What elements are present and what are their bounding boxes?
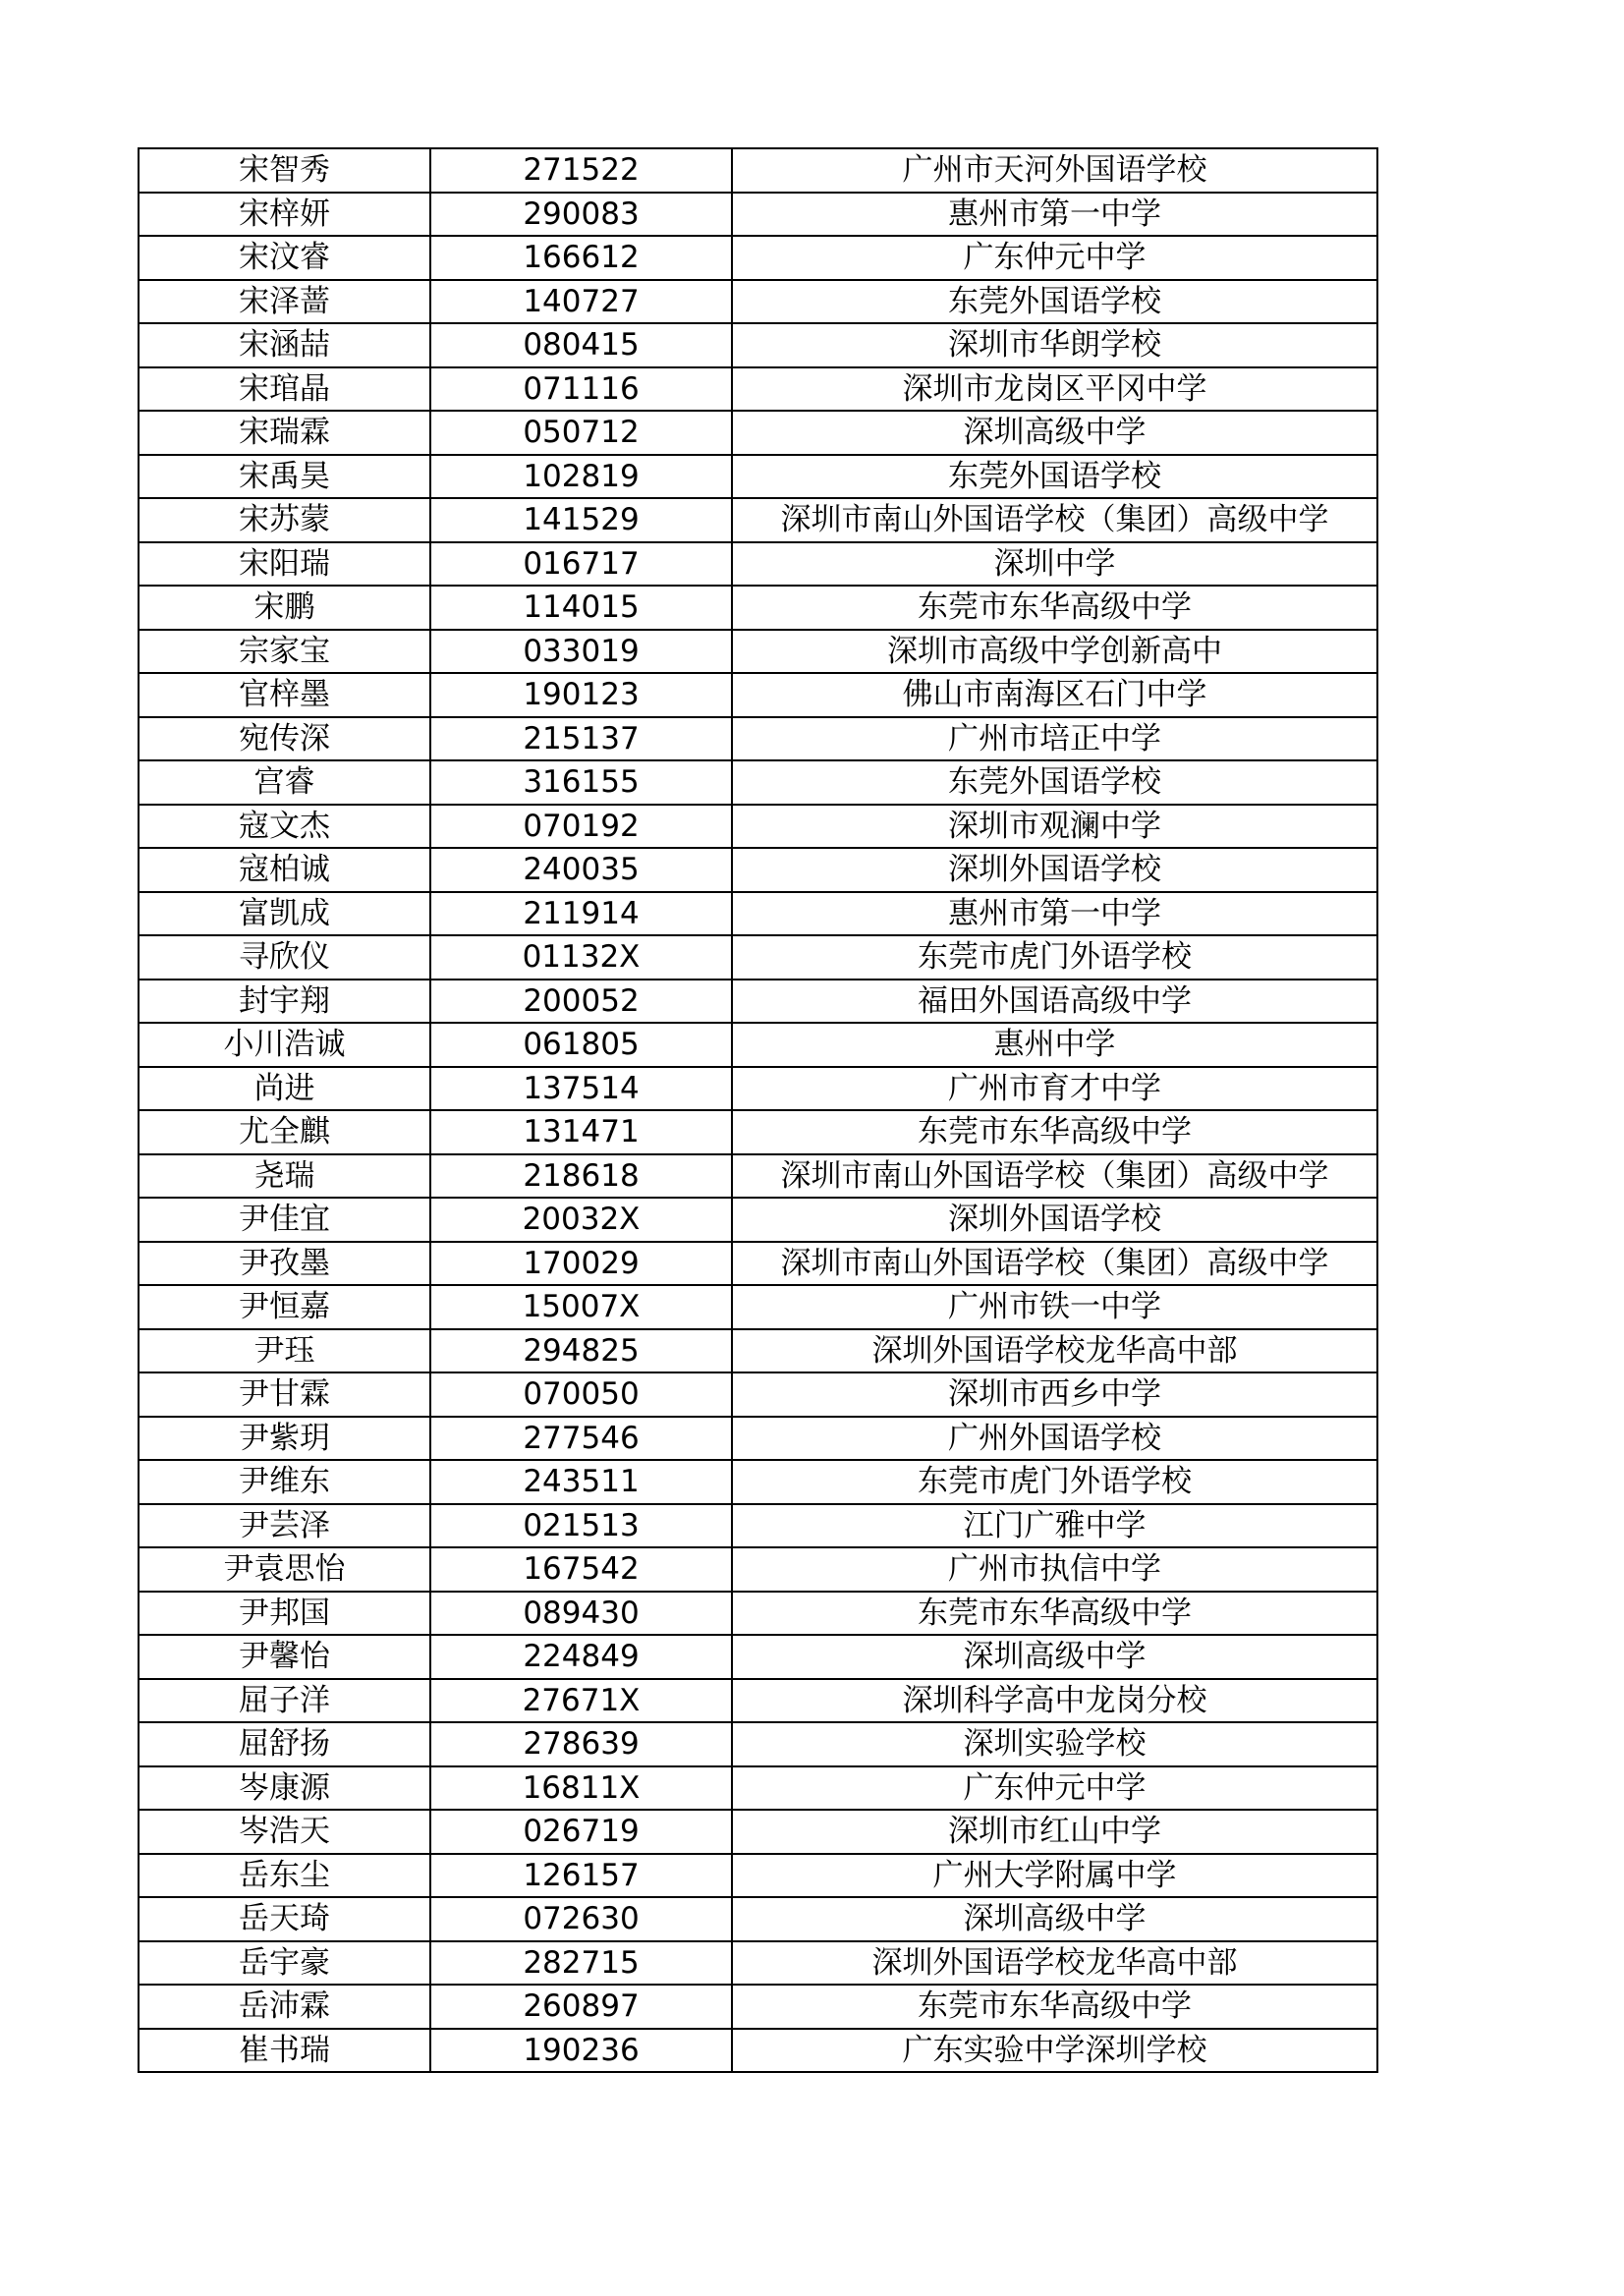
name-cell: 寇文杰 [139,805,430,849]
id-cell: 190123 [430,673,732,717]
name-cell: 宋涵喆 [139,323,430,367]
id-cell: 102819 [430,455,732,499]
table-row [139,1941,1377,1986]
school-cell: 深圳外国语学校龙华高中部 [732,1941,1377,1986]
table-row [139,1285,1377,1329]
table-row [139,148,1377,193]
roster-table [138,147,1378,2073]
school-cell: 深圳市高级中学创新高中 [732,630,1377,674]
id-cell: 170029 [430,1242,732,1286]
name-cell: 岳宇豪 [139,1941,430,1986]
id-cell: 200052 [430,980,732,1024]
school-cell: 东莞市东华高级中学 [732,1110,1377,1154]
name-cell: 小川浩诚 [139,1023,430,1067]
name-cell: 宋泽蔷 [139,280,430,324]
school-cell: 广东仲元中学 [732,1766,1377,1811]
table-row [139,1242,1377,1286]
name-cell: 宋瑞霖 [139,411,430,455]
school-cell: 东莞外国语学校 [732,455,1377,499]
school-cell: 福田外国语高级中学 [732,980,1377,1024]
id-cell: 033019 [430,630,732,674]
school-cell: 惠州市第一中学 [732,892,1377,936]
roster-table-body [139,148,1377,2072]
id-cell: 15007X [430,1285,732,1329]
school-cell: 佛山市南海区石门中学 [732,673,1377,717]
name-cell: 宫睿 [139,760,430,805]
id-cell: 215137 [430,717,732,761]
id-cell: 16811X [430,1766,732,1811]
name-cell: 宋阳瑞 [139,542,430,587]
id-cell: 277546 [430,1417,732,1461]
name-cell: 富凯成 [139,892,430,936]
id-cell: 260897 [430,1985,732,2029]
school-cell: 江门广雅中学 [732,1504,1377,1548]
school-cell: 东莞外国语学校 [732,760,1377,805]
table-row [139,892,1377,936]
id-cell: 166612 [430,236,732,280]
name-cell: 宋梓妍 [139,193,430,237]
school-cell: 深圳市南山外国语学校（集团）高级中学 [732,498,1377,542]
table-row [139,1766,1377,1811]
id-cell: 218618 [430,1154,732,1199]
id-cell: 243511 [430,1460,732,1504]
table-row [139,980,1377,1024]
id-cell: 080415 [430,323,732,367]
table-row [139,1154,1377,1199]
table-row [139,1372,1377,1417]
table-row [139,1897,1377,1941]
table-row [139,1810,1377,1854]
id-cell: 070050 [430,1372,732,1417]
table-row [139,498,1377,542]
table-row [139,1023,1377,1067]
school-cell: 深圳市龙岗区平冈中学 [732,367,1377,412]
table-row [139,411,1377,455]
school-cell: 广州市铁一中学 [732,1285,1377,1329]
id-cell: 290083 [430,193,732,237]
school-cell: 深圳市南山外国语学校（集团）高级中学 [732,1154,1377,1199]
id-cell: 167542 [430,1547,732,1592]
name-cell: 尹芸泽 [139,1504,430,1548]
table-row [139,323,1377,367]
id-cell: 016717 [430,542,732,587]
table-row [139,1854,1377,1898]
school-cell: 广东仲元中学 [732,236,1377,280]
school-cell: 深圳高级中学 [732,1897,1377,1941]
school-cell: 深圳科学高中龙岗分校 [732,1679,1377,1723]
id-cell: 211914 [430,892,732,936]
id-cell: 126157 [430,1854,732,1898]
id-cell: 089430 [430,1592,732,1636]
table-row [139,1635,1377,1679]
school-cell: 深圳外国语学校龙华高中部 [732,1329,1377,1373]
name-cell: 尤全麒 [139,1110,430,1154]
id-cell: 021513 [430,1504,732,1548]
school-cell: 广州市天河外国语学校 [732,148,1377,193]
table-row [139,1722,1377,1766]
id-cell: 114015 [430,586,732,630]
table-row [139,455,1377,499]
school-cell: 惠州中学 [732,1023,1377,1067]
name-cell: 崔书瑞 [139,2029,430,2073]
name-cell: 岳沛霖 [139,1985,430,2029]
name-cell: 屈舒扬 [139,1722,430,1766]
name-cell: 宗家宝 [139,630,430,674]
school-cell: 东莞市东华高级中学 [732,586,1377,630]
id-cell: 240035 [430,848,732,892]
id-cell: 061805 [430,1023,732,1067]
school-cell: 惠州市第一中学 [732,193,1377,237]
id-cell: 01132X [430,935,732,980]
school-cell: 深圳实验学校 [732,1722,1377,1766]
name-cell: 尹维东 [139,1460,430,1504]
id-cell: 278639 [430,1722,732,1766]
name-cell: 尹甘霖 [139,1372,430,1417]
table-row [139,280,1377,324]
table-row [139,630,1377,674]
name-cell: 屈子洋 [139,1679,430,1723]
table-row [139,1504,1377,1548]
table-row [139,760,1377,805]
school-cell: 深圳市南山外国语学校（集团）高级中学 [732,1242,1377,1286]
name-cell: 尧瑞 [139,1154,430,1199]
name-cell: 宋禹昊 [139,455,430,499]
school-cell: 深圳外国语学校 [732,1198,1377,1242]
school-cell: 广州市培正中学 [732,717,1377,761]
table-row [139,542,1377,587]
id-cell: 190236 [430,2029,732,2073]
table-row [139,236,1377,280]
id-cell: 050712 [430,411,732,455]
id-cell: 20032X [430,1198,732,1242]
id-cell: 071116 [430,367,732,412]
name-cell: 封宇翔 [139,980,430,1024]
name-cell: 尹袁思怡 [139,1547,430,1592]
name-cell: 宛传深 [139,717,430,761]
id-cell: 282715 [430,1941,732,1986]
name-cell: 尚进 [139,1067,430,1111]
school-cell: 广州外国语学校 [732,1417,1377,1461]
name-cell: 宋苏蒙 [139,498,430,542]
name-cell: 岑康源 [139,1766,430,1811]
table-row [139,1592,1377,1636]
name-cell: 宋汶睿 [139,236,430,280]
school-cell: 广州大学附属中学 [732,1854,1377,1898]
school-cell: 东莞市东华高级中学 [732,1985,1377,2029]
name-cell: 寇柏诚 [139,848,430,892]
name-cell: 尹珏 [139,1329,430,1373]
table-row [139,717,1377,761]
school-cell: 深圳市华朗学校 [732,323,1377,367]
name-cell: 宋鹏 [139,586,430,630]
name-cell: 官梓墨 [139,673,430,717]
school-cell: 深圳高级中学 [732,1635,1377,1679]
school-cell: 东莞市虎门外语学校 [732,935,1377,980]
table-row [139,2029,1377,2073]
table-row [139,193,1377,237]
name-cell: 岳天琦 [139,1897,430,1941]
id-cell: 131471 [430,1110,732,1154]
school-cell: 东莞市虎门外语学校 [732,1460,1377,1504]
table-row [139,1329,1377,1373]
school-cell: 深圳外国语学校 [732,848,1377,892]
name-cell: 寻欣仪 [139,935,430,980]
id-cell: 224849 [430,1635,732,1679]
table-row [139,367,1377,412]
name-cell: 尹恒嘉 [139,1285,430,1329]
name-cell: 尹孜墨 [139,1242,430,1286]
name-cell: 尹紫玥 [139,1417,430,1461]
table-row [139,1198,1377,1242]
school-cell: 广州市执信中学 [732,1547,1377,1592]
table-row [139,1110,1377,1154]
school-cell: 深圳市观澜中学 [732,805,1377,849]
table-row [139,1985,1377,2029]
name-cell: 尹佳宜 [139,1198,430,1242]
school-cell: 东莞市东华高级中学 [732,1592,1377,1636]
table-row [139,586,1377,630]
table-row [139,673,1377,717]
id-cell: 026719 [430,1810,732,1854]
id-cell: 070192 [430,805,732,849]
table-row [139,848,1377,892]
id-cell: 316155 [430,760,732,805]
table-row [139,805,1377,849]
school-cell: 深圳市红山中学 [732,1810,1377,1854]
name-cell: 尹馨怡 [139,1635,430,1679]
id-cell: 294825 [430,1329,732,1373]
id-cell: 27671X [430,1679,732,1723]
table-row [139,1460,1377,1504]
table-row [139,1547,1377,1592]
id-cell: 140727 [430,280,732,324]
table-row [139,935,1377,980]
school-cell: 广东实验中学深圳学校 [732,2029,1377,2073]
school-cell: 深圳中学 [732,542,1377,587]
id-cell: 072630 [430,1897,732,1941]
name-cell: 岳东尘 [139,1854,430,1898]
name-cell: 宋琯晶 [139,367,430,412]
school-cell: 深圳高级中学 [732,411,1377,455]
school-cell: 东莞外国语学校 [732,280,1377,324]
name-cell: 尹邦国 [139,1592,430,1636]
id-cell: 141529 [430,498,732,542]
table-row [139,1679,1377,1723]
id-cell: 137514 [430,1067,732,1111]
table-row [139,1417,1377,1461]
table-row [139,1067,1377,1111]
name-cell: 宋智秀 [139,148,430,193]
id-cell: 271522 [430,148,732,193]
school-cell: 深圳市西乡中学 [732,1372,1377,1417]
school-cell: 广州市育才中学 [732,1067,1377,1111]
name-cell: 岑浩天 [139,1810,430,1854]
